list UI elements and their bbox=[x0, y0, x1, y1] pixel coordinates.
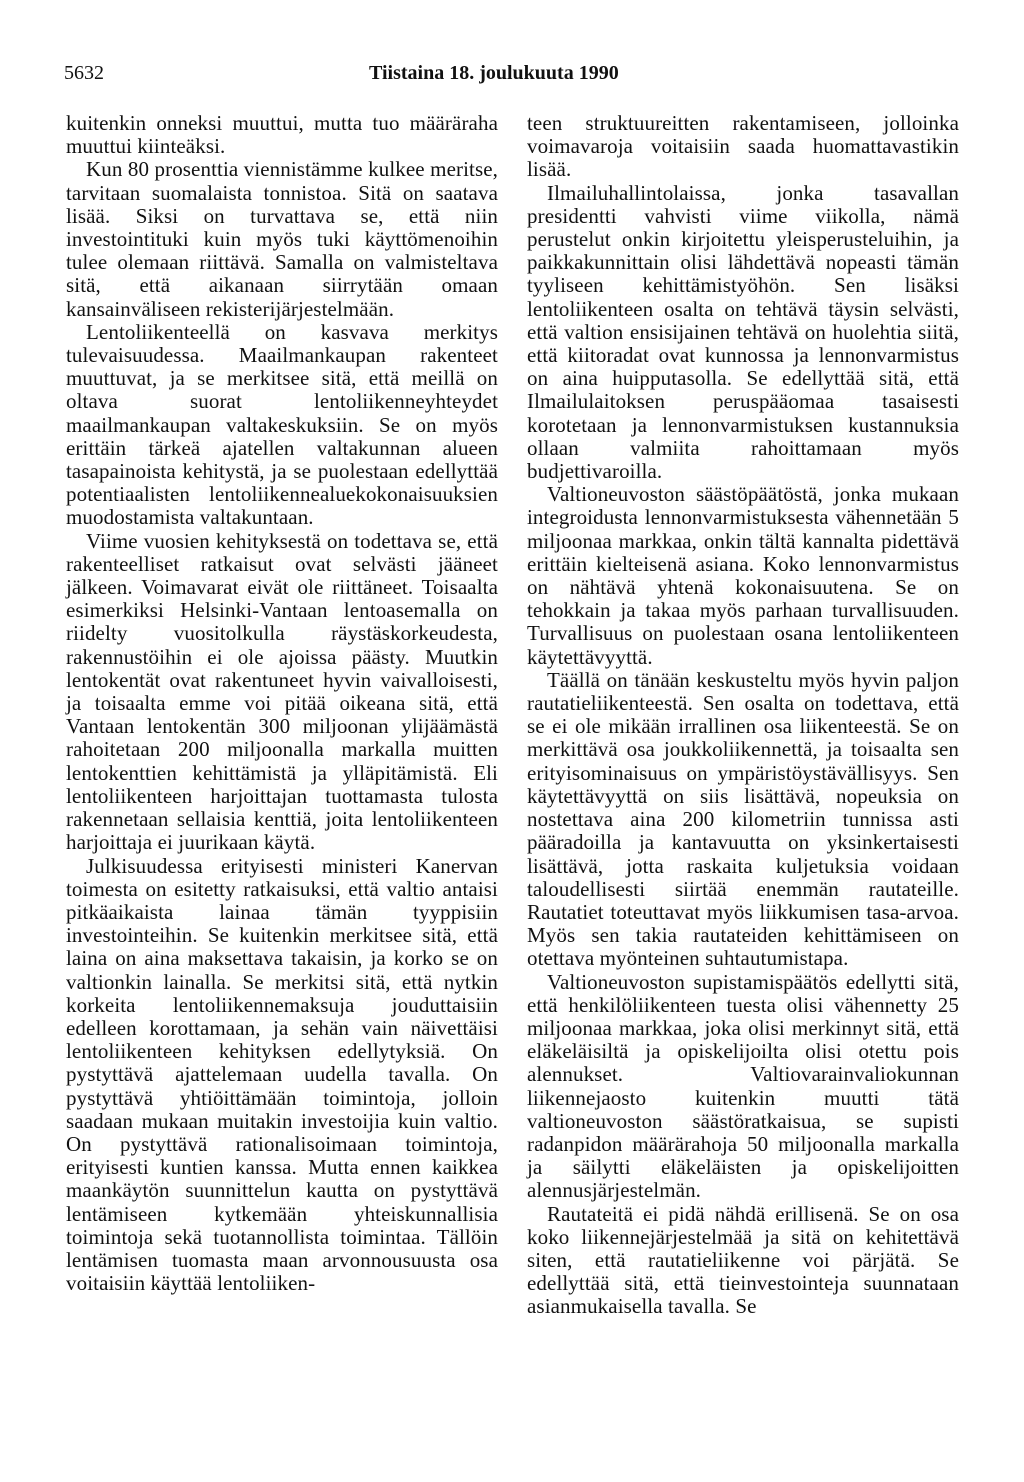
left-column bbox=[66, 112, 498, 1295]
paragraph: Täällä on tänään keskusteltu myös hyvin paljon rautatieliikenteestä. Sen osalta on todettava, että se ei ole mikään irrallinen osa liikenteestä. Se on merkittävä osa joukkoliikennettä, ja toisaalta sen erityisominaisuus on ympäristöystävällisyys. Sen käytettävyyttä on siis lisättävä, nopeuksia on nostettava aina 200 kilometriin tunnissa asti pääradoilla ja kantavuutta on yksinkertaisesti lisättävä, jotta raskaita kuljetuksia voidaan taloudellisesti siirtää enemmän rautateille. Rautatiet toteuttavat myös liikkumisen tasa-arvoa. Myös sen takia rautateiden kehittämiseen on otettava myönteinen suhtautumistapa. bbox=[527, 667, 959, 971]
paragraph: Valtioneuvoston supistamispäätös edellytti sitä, että henkilöliikenteen tuesta olisi vähennetty 25 miljoonaa markkaa, joka olisi merkinnyt sitä, että eläkeläisiltä ja opiskelijoilta olisi otettu pois alennukset. Valtiovarainvaliokunnan liikennejaosto kuitenkin muutti tätä valtioneuvoston säästöratkaisua, se supisti radanpidon määrärahoja 50 miljoonalla markalla ja säilytti eläkeläisten ja opiskelijoitten alennusjärjestelmän. bbox=[527, 969, 959, 1203]
right-column bbox=[527, 112, 959, 1319]
session-date: Tiistaina 18. joulukuuta 1990 bbox=[369, 62, 619, 84]
page-number: 5632 bbox=[64, 62, 104, 84]
paragraph: Ilmailuhallintolaissa, jonka tasavallan presidentti vahvisti viime viikolla, nämä perustelut onkin kirjoitettu yleisperusteluihin, ja paikkakunnittain olisi lähdettävä nopeasti tämän tyyliseen kehittämistyöhön. Sen lisäksi lentoliikenteen osalta on tehtävä täysin selvästi, että valtion ensisijainen tehtävä on huolehtia siitä, että kiitoradat ovat kunnossa ja lennonvarmistus on aina huipputasolla. Se edellyttää sitä, että Ilmailulaitoksen peruspääomaa tasaisesti korotetaan ja lennonvarmistuksen kustannuksia ollaan valmiita rahoittamaan myös budjettivaroilla. bbox=[527, 180, 959, 484]
paragraph: Lentoliikenteellä on kasvava merkitys tulevaisuudessa. Maailmankaupan rakenteet muuttuvat, ja se merkitsee sitä, että meillä on oltava suorat lentoliikenneyhteydet maailmankaupan valtakeskuksiin. Se on myös erittäin tärkeä ajatellen valtakunnan alueen tasapainoista kehitystä, ja se puolestaan edellyttää potentiaalisten lentoliikennealuekokonaisuuksien muodostamista valtakuntaan. bbox=[66, 319, 498, 530]
paragraph: Kun 80 prosenttia viennistämme kulkee meritse, tarvitaan suomalaista tonnistoa. Sitä on saatava lisää. Siksi on turvattava se, että niin investointituki kuin myös tuki käyttömenoihin tulee olemaan riittävä. Samalla on valmisteltava sitä, että aikanaan siirrytään omaan kansainväliseen rekisterijärjestelmään. bbox=[66, 157, 498, 321]
paragraph: Julkisuudessa erityisesti ministeri Kanervan toimesta on esitetty ratkaisuksi, että valtio antaisi pitkäaikaista lainaa tämän tyyppisiin investointeihin. Se kuitenkin merkitsee sitä, että laina on aina maksettava takaisin, ja korko se on valtionkin lainalla. Se merkitsi sitä, että nytkin korkeita lentoliikennemaksuja jouduttaisiin edelleen korottamaan, ja sehän vain näivettäisi lentoliikenteen kehityksen edellytyksiä. On pystyttävä ajattelemaan uudella tavalla. On pystyttävä yhtiöittämään toimintoja, jolloin saadaan mukaan muitakin investoijia kuin valtio. On pystyttävä rationalisoimaan toimintoja, erityisesti kuntien kanssa. Mutta ennen kaikkea maankäytön suunnittelun kautta on pystyttävä lentämiseen kytkemään yhteiskunnallisia toimintoja sekä tuotannollista toimintaa. Tällöin lentämisen tuomasta maan arvonnousuusta osa voitaisiin käyttää lentoliiken- bbox=[66, 853, 498, 1296]
paragraph: Viime vuosien kehityksestä on todettava se, että rakenteelliset ratkaisut ovat selvästi jääneet jälkeen. Voimavarat eivät ole riittäneet. Toisaalta esimerkiksi Helsinki-Vantaan lentoasemalla on riidelty vuositolkulla räystäskorkeudesta, rakennustöihin ei ole ajoissa päästy. Muutkin lentokentät ovat rakentuneet hyvin vaivalloisesti, ja toisaalta emme voi pitää oikeana sitä, että Vantaan lentokentän 300 miljoonan ylijäämästä rahoitetaan 200 miljoonalla markalla muitten lentokenttien kehittämistä ja ylläpitämistä. Eli lentoliikenteen harjoittajan tuottamasta tulosta rakennetaan sellaisia kenttiä, joita lentoliikenteen harjoittaja ei juurikaan käytä. bbox=[66, 528, 498, 855]
paragraph: Rautateitä ei pidä nähdä erillisenä. Se on osa koko liikennejärjestelmää ja sitä on kehitettävä siten, että rautatieliikenne voi pärjätä. Se edellyttää sitä, että tieinvestointeja suunnataan asianmukaisella tavalla. Se bbox=[527, 1201, 959, 1319]
page-header bbox=[64, 62, 964, 92]
paragraph: Valtioneuvoston säästöpäätöstä, jonka mukaan integroidusta lennonvarmistuksesta vähennetään 5 miljoonaa markkaa, onkin tältä kannalta pidettävä erittäin kielteisenä asiana. Koko lennonvarmistus on nähtävä yhtenä kokonaisuutena. Se on tehokkain ja takaa myös parhaan turvallisuuden. Turvallisuus on puolestaan osana lentoliikenteen käytettävyyttä. bbox=[527, 482, 959, 669]
paragraph: kuitenkin onneksi muuttui, mutta tuo määräraha muuttui kiinteäksi. bbox=[66, 111, 498, 159]
paragraph: teen struktuureitten rakentamiseen, jolloinka voimavaroja voitaisiin saada huomattavastikin lisää. bbox=[527, 111, 959, 182]
